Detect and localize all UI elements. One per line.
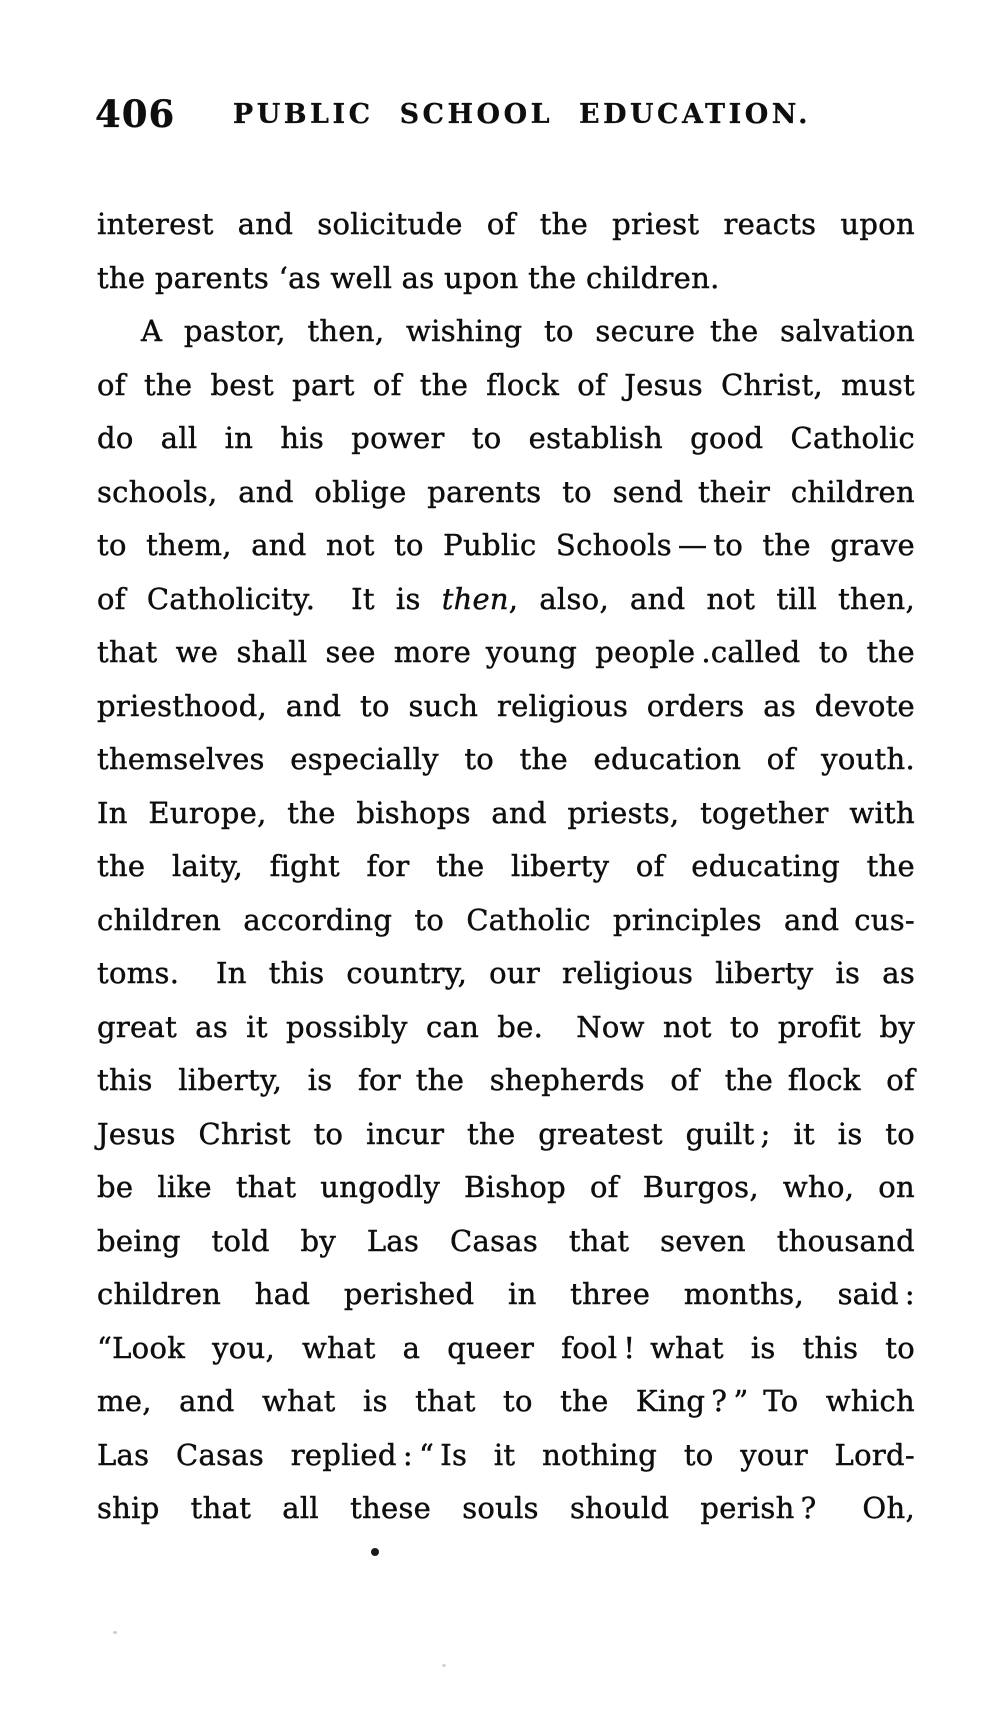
text-line <box>97 1322 915 1376</box>
text-segment: great as it possibly can be. Now not to profit by <box>97 1009 915 1044</box>
text-segment: A pastor, then, wishing to secure the salvation <box>141 314 915 348</box>
text-line <box>97 840 915 894</box>
text-segment: being told by Las Casas that seven thousand <box>97 1223 915 1258</box>
text-line <box>97 573 915 627</box>
text-segment: the parents ʻas well as upon the children. <box>97 260 720 295</box>
text-segment: themselves especially to the education of youth. <box>97 742 915 776</box>
text-line <box>97 198 915 252</box>
text-segment: schools, and oblige parents to send their children <box>97 474 915 509</box>
text-segment: Jesus Christ to incur the greatest guilt ; it is to <box>97 1116 915 1151</box>
text-line <box>97 1161 915 1215</box>
text-segment: me, and what is that to the King ? ” To which <box>97 1384 915 1418</box>
body-text <box>97 198 915 1536</box>
running-title: PUBLIC SCHOOL EDUCATION. <box>232 99 812 130</box>
text-segment: of the best part of the flock of Jesus Christ, must <box>97 367 915 402</box>
text-line <box>97 412 915 466</box>
text-line <box>97 1054 915 1108</box>
text-line <box>97 947 915 1001</box>
text-line <box>97 252 915 306</box>
text-segment: that we shall see more young people .called to the <box>97 635 915 669</box>
italic-text: then <box>441 581 509 616</box>
text-line <box>97 359 915 413</box>
text-segment: interest and solicitude of the priest reacts upon <box>97 207 915 241</box>
text-segment: this liberty, is for the shepherds of the flock of <box>97 1063 915 1097</box>
text-segment: , also, and not till then, <box>508 581 915 616</box>
page-number: 406 <box>95 92 176 136</box>
text-line <box>97 1429 915 1483</box>
scan-speck <box>113 1631 117 1634</box>
scan-speck <box>442 1664 446 1667</box>
text-line <box>97 1482 915 1536</box>
text-segment: children had perished in three months, said : <box>97 1277 915 1311</box>
text-segment: children according to Catholic principles and cus- <box>97 902 915 937</box>
text-segment: to them, and not to Public Schools — to the grave <box>97 528 915 562</box>
text-segment: the laity, fight for the liberty of educating the <box>97 849 915 883</box>
text-line <box>97 1001 915 1055</box>
text-line <box>97 626 915 680</box>
text-segment: toms. In this country, our religious liberty is as <box>97 956 915 990</box>
text-line <box>97 733 915 787</box>
ink-dot <box>371 1548 379 1556</box>
text-line <box>97 680 915 734</box>
text-segment: Las Casas replied : “ Is it nothing to your Lord- <box>97 1437 915 1472</box>
text-segment: “Look you, what a queer fool ! what is this to <box>97 1330 915 1365</box>
running-head <box>95 94 917 138</box>
text-segment: do all in his power to establish good Catholic <box>97 421 915 455</box>
text-line <box>97 519 915 573</box>
text-line <box>97 305 915 359</box>
text-line <box>97 1215 915 1269</box>
text-line <box>97 466 915 520</box>
text-segment: In Europe, the bishops and priests, together with <box>97 795 915 830</box>
text-segment: ship that all these souls should perish ? Oh, <box>97 1491 915 1525</box>
text-line <box>97 1268 915 1322</box>
text-segment: be like that ungodly Bishop of Burgos, who, on <box>97 1170 915 1204</box>
text-line <box>97 894 915 948</box>
text-line <box>97 1375 915 1429</box>
text-segment: of Catholicity. It is <box>97 581 442 616</box>
text-segment: priesthood, and to such religious orders as devote <box>97 688 915 723</box>
text-line <box>97 787 915 841</box>
text-line <box>97 1108 915 1162</box>
